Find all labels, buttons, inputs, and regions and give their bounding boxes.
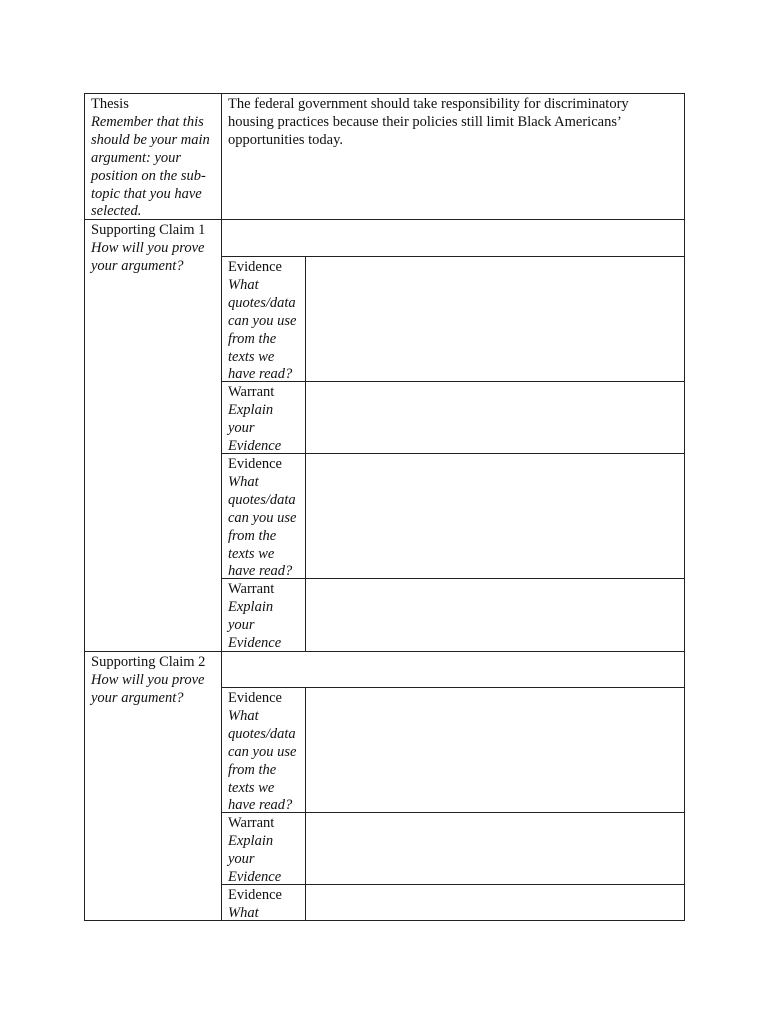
warrant-prompt: Explain your Evidence [228, 832, 282, 885]
evidence-label: Evidence [228, 456, 282, 472]
evidence-prompt: What quotes/data can you use from the texts we have read? [228, 276, 297, 382]
claim-1-label: Supporting Claim 1 [91, 222, 206, 238]
claim-2-evidence-1-label-cell [221, 687, 306, 813]
warrant-label: Warrant [228, 384, 275, 400]
claim-2-label: Supporting Claim 2 [91, 654, 206, 670]
claim-1-warrant-1-label-cell [221, 381, 306, 454]
evidence-prompt: What quotes/data can you use from the texts we have read? [228, 707, 297, 813]
claim-2-evidence-2-answer-cell[interactable] [305, 884, 685, 921]
claim-1-evidence-1-answer-cell[interactable] [305, 256, 685, 382]
thesis-instructions: Remember that this should be your main argument: your position on the sub-topic that you have selected. [91, 113, 210, 220]
claim-1-label-cell [84, 219, 222, 652]
warrant-label: Warrant [228, 581, 275, 597]
claim-2-answer-cell[interactable] [221, 651, 685, 688]
claim-2-prompt: How will you prove your argument? [91, 671, 205, 706]
claim-1-evidence-2-label-cell [221, 453, 306, 579]
evidence-label: Evidence [228, 690, 282, 706]
thesis-label-cell [84, 93, 222, 220]
evidence-label: Evidence [228, 887, 282, 903]
claim-1-warrant-2-label-cell [221, 578, 306, 652]
argument-outline-table [84, 93, 685, 921]
claim-1-evidence-1-label-cell [221, 256, 306, 382]
claim-1-answer-cell[interactable] [221, 219, 685, 257]
claim-2-warrant-1-answer-cell[interactable] [305, 812, 685, 885]
claim-2-label-cell [84, 651, 222, 921]
claim-2-warrant-1-label-cell [221, 812, 306, 885]
claim-1-evidence-2-answer-cell[interactable] [305, 453, 685, 579]
claim-1-prompt: How will you prove your argument? [91, 239, 205, 274]
warrant-prompt: Explain your Evidence [228, 401, 282, 454]
warrant-prompt: Explain your Evidence [228, 598, 282, 651]
claim-1-warrant-2-answer-cell[interactable] [305, 578, 685, 652]
claim-1-warrant-1-answer-cell[interactable] [305, 381, 685, 454]
evidence-prompt: What [228, 904, 259, 921]
thesis-label: Thesis [91, 96, 129, 112]
thesis-text-cell[interactable] [221, 93, 685, 220]
warrant-label: Warrant [228, 815, 275, 831]
evidence-prompt: What quotes/data can you use from the texts we have read? [228, 473, 297, 579]
evidence-label: Evidence [228, 259, 282, 275]
claim-2-evidence-2-label-cell [221, 884, 306, 921]
claim-2-evidence-1-answer-cell[interactable] [305, 687, 685, 813]
thesis-text: The federal government should take responsibility for discriminatory housing practices because their policies still limit Black Americans’ opportunities today. [228, 96, 629, 148]
